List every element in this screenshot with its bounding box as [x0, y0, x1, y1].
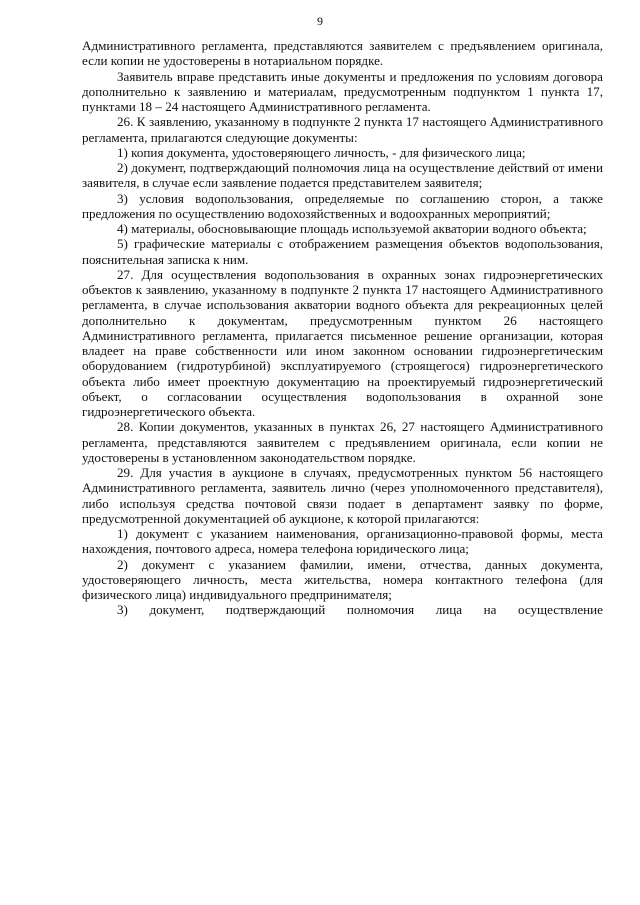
- paragraph-item-28: 28. Копии документов, указанных в пунктах 26, 27 настоящего Административного регламента, представляются заявителем с предъявлением оригинала, если копии не удостоверены в установленном законодательством порядке.: [82, 419, 603, 465]
- list-item-26-3: 3) условия водопользования, определяемые по соглашению сторон, а также предложения по осуществлению водохозяйственных и водоохранных мероприятий;: [82, 190, 603, 221]
- list-item-26-5: 5) графические материалы с отображением размещения объектов водопользования, пояснительная записка к ним.: [82, 236, 603, 267]
- list-item-29-3: 3) документ, подтверждающий полномочия лица на осуществление: [117, 602, 603, 618]
- page-number: 9: [317, 14, 323, 28]
- paragraph-item-29: 29. Для участия в аукционе в случаях, предусмотренных пунктом 56 настоящего Административного регламента, заявитель лично (через уполномоченного представителя), либо используя средства почтовой связи подает в департамент заявку по форме, предусмотренной документацией об аукционе, к которой прилагаются:: [82, 465, 603, 526]
- list-item-29-2: 2) документ с указанием фамилии, имени, отчества, данных документа, удостоверяющего личность, места жительства, номера контактного телефона (для физического лица) индивидуального предпринимателя;: [82, 556, 603, 602]
- paragraph-item-26: 26. К заявлению, указанному в подпункте 2 пункта 17 настоящего Административного регламента, прилагаются следующие документы:: [82, 114, 603, 145]
- paragraph-regulation-continued: Административного регламента, представляются заявителем с предъявлением оригинала, если копии не удостоверены в нотариальном порядке.: [82, 38, 603, 69]
- page-body: [82, 38, 603, 618]
- list-item-26-4: 4) материалы, обосновывающие площадь используемой акватории водного объекта;: [117, 221, 587, 236]
- paragraph-item-27: 27. Для осуществления водопользования в охранных зонах гидроэнергетических объектов к заявлению, указанному в подпункте 2 пункта 17 настоящего Административного регламента, в случае использования акватории водного объекта для рекреационных целей дополнительно к документам, предусмотренным пунктом 26 настоящего Административного регламента, прилагается письменное решение организации, которая владеет на праве собственности или ином законном основании гидроэнергетическим оборудованием (гидротурбиной) эксплуатируемого (строящегося) гидроэнергетического объекта либо имеет проектную документацию на проектируемый гидроэнергетический объект, о согласовании осуществления водопользования в охранной зоне гидроэнергетического объекта.: [82, 266, 603, 419]
- paragraph-applicant-right: Заявитель вправе представить иные документы и предложения по условиям договора дополнительно к заявлению и материалам, предусмотренным подпунктом 1 пункта 17, пунктами 18 – 24 настоящего Административного регламента.: [82, 68, 603, 114]
- list-item-26-2: 2) документ, подтверждающий полномочия лица на осуществление действий от имени заявителя, в случае если заявление подается представителем заявителя;: [82, 160, 603, 191]
- list-item-29-1: 1) документ с указанием наименования, организационно-правовой формы, места нахождения, почтового адреса, номера телефона юридического лица;: [82, 526, 603, 557]
- list-item-26-1: 1) копия документа, удостоверяющего личность, - для физического лица;: [117, 144, 526, 160]
